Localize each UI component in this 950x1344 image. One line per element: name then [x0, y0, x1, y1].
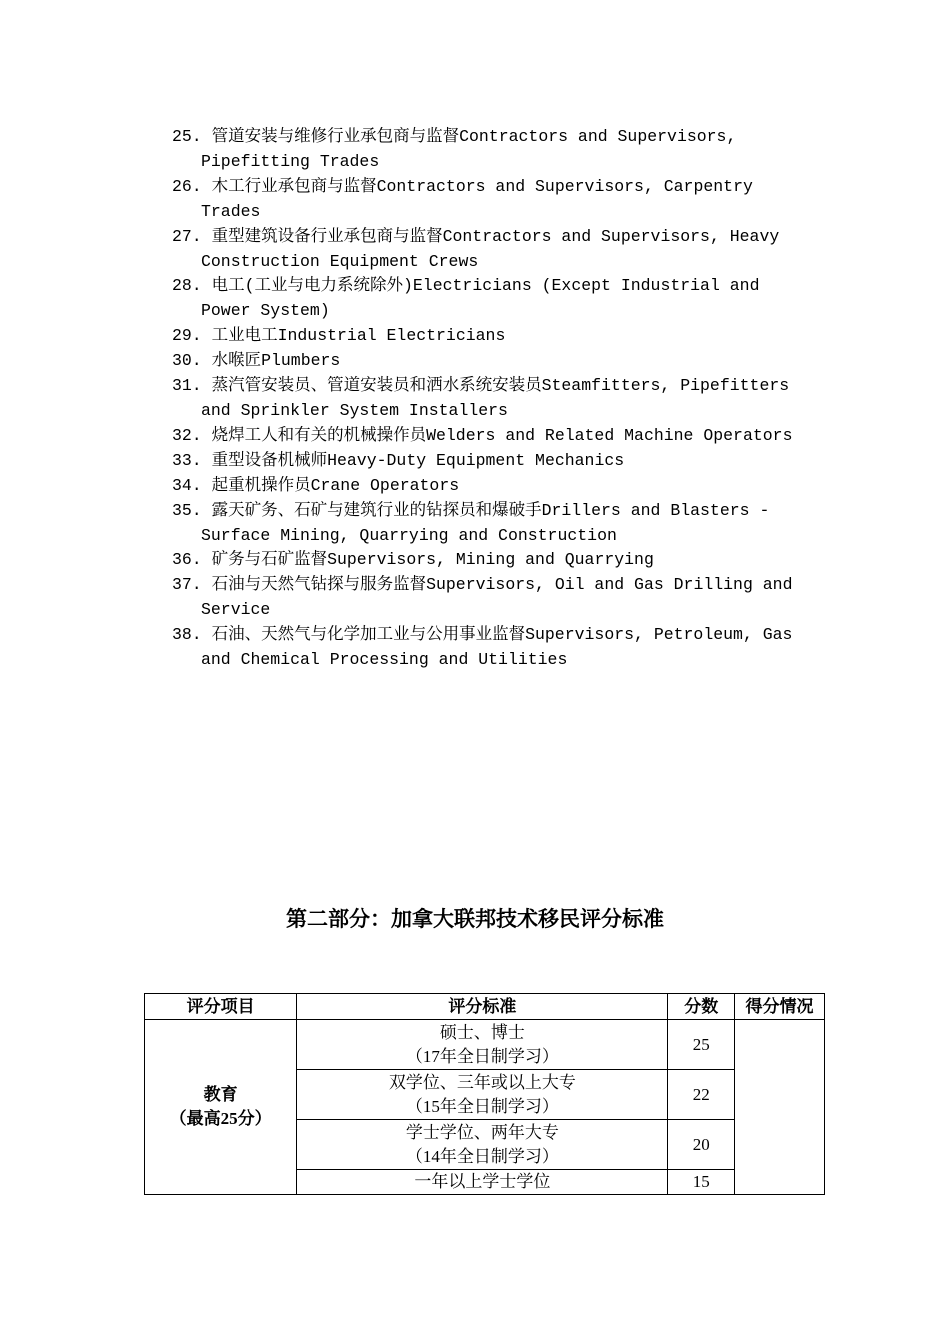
criteria-detail: （17年全日制学习） [405, 1046, 559, 1066]
education-label: 教育 [203, 1085, 238, 1104]
list-item: 37. 石油与天然气钻探与服务监督Supervisors, Oil and Gas Drilling and Service [172, 575, 793, 620]
list-item: 33. 重型设备机械师Heavy-Duty Equipment Mechanics [172, 450, 625, 470]
list-item: 32. 烧焊工人和有关的机械操作员Welders and Related Machine Operators [172, 425, 793, 445]
criteria-cell [297, 1020, 668, 1070]
list-item: 29. 工业电工Industrial Electricians [172, 326, 506, 346]
header-score: 得分情况 [735, 994, 825, 1020]
criteria-text: 硕士、博士 [439, 1022, 525, 1042]
list-item: 27. 重型建筑设备行业承包商与监督Contractors and Supervisors, Heavy Construction Equipment Crews [172, 226, 780, 271]
points-cell: 15 [668, 1170, 735, 1195]
education-max: （最高25分） [169, 1109, 272, 1128]
header-points: 分数 [668, 994, 735, 1020]
criteria-text: 学士学位、两年大专 [405, 1122, 559, 1142]
list-item: 30. 水喉匠Plumbers [172, 351, 341, 371]
occupation-list [172, 125, 812, 673]
list-item: 34. 起重机操作员Crane Operators [172, 475, 460, 495]
list-item: 28. 电工(工业与电力系统除外)Electricians (Except Industrial and Power System) [172, 276, 760, 321]
criteria-cell [297, 1070, 668, 1120]
list-item: 36. 矿务与石矿监督Supervisors, Mining and Quarrying [172, 550, 654, 570]
list-item: 35. 露天矿务、石矿与建筑行业的钻探员和爆破手Drillers and Blasters - Surface Mining, Quarrying and Construction [172, 500, 770, 545]
header-item: 评分项目 [145, 994, 297, 1020]
header-criteria: 评分标准 [297, 994, 668, 1020]
criteria-detail: （14年全日制学习） [405, 1146, 559, 1166]
criteria-text: 一年以上学士学位 [414, 1172, 551, 1191]
points-cell: 22 [668, 1070, 735, 1120]
criteria-detail: （15年全日制学习） [405, 1096, 559, 1116]
education-item-cell [145, 1020, 297, 1195]
score-cell [735, 1020, 825, 1195]
criteria-text: 双学位、三年或以上大专 [388, 1072, 576, 1092]
list-item: 31. 蒸汽管安装员、管道安装员和洒水系统安装员Steamfitters, Pipefitters and Sprinkler System Installers [172, 376, 790, 420]
criteria-cell [297, 1170, 668, 1195]
points-cell: 20 [668, 1120, 735, 1170]
list-item: 26. 木工行业承包商与监督Contractors and Supervisors, Carpentry Trades [172, 176, 753, 221]
list-item: 25. 管道安装与维修行业承包商与监督Contractors and Supervisors, Pipefitting Trades [172, 127, 737, 171]
scoring-table [144, 993, 825, 1195]
section-title: 第二部分：加拿大联邦技术移民评分标准 [286, 906, 664, 931]
criteria-cell [297, 1120, 668, 1170]
points-cell: 25 [668, 1020, 735, 1070]
table-row [145, 1020, 825, 1070]
table-header-row [145, 994, 825, 1020]
list-item: 38. 石油、天然气与化学加工业与公用事业监督Supervisors, Petroleum, Gas and Chemical Processing and Utilities [172, 625, 793, 670]
